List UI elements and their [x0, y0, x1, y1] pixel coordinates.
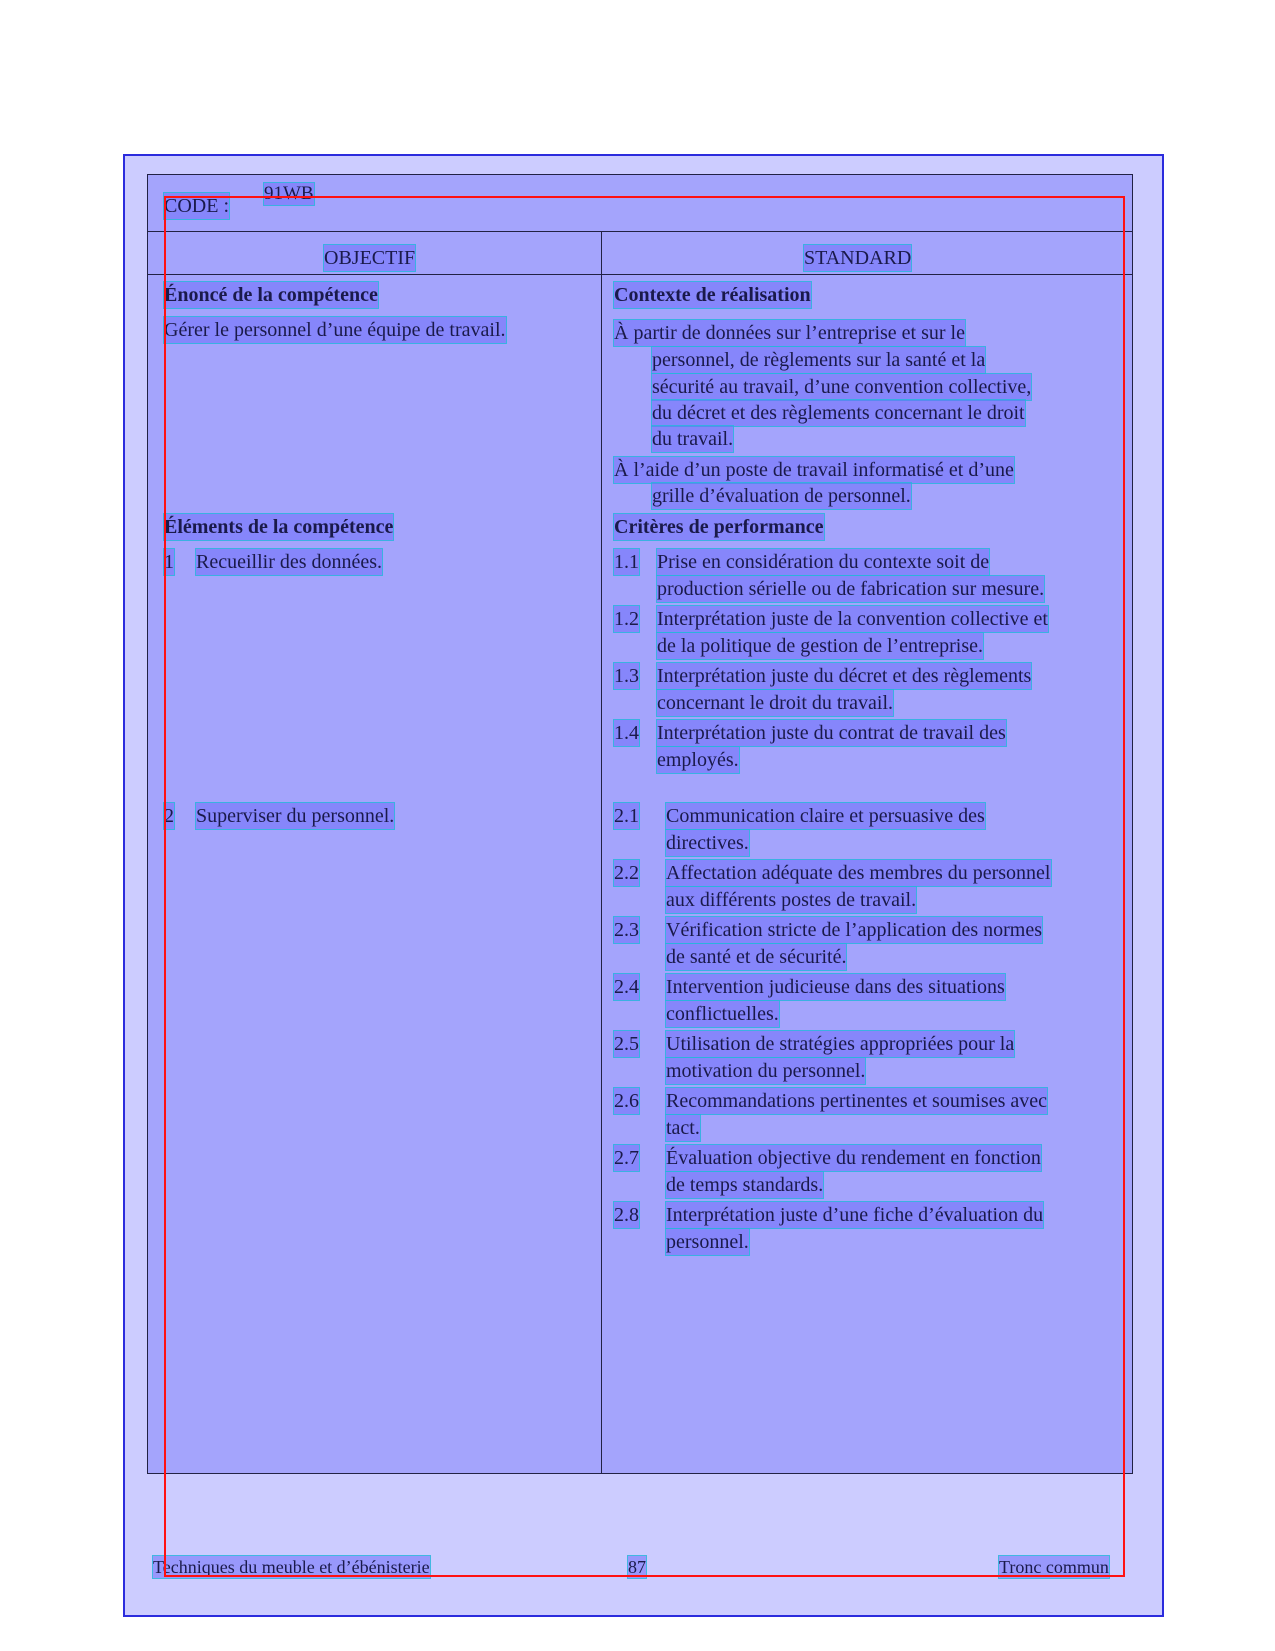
- critere-line: Évaluation objective du rendement en fonction: [666, 1147, 1041, 1169]
- critere-number: 2.6: [614, 1090, 639, 1112]
- criteres-heading: Critères de performance: [614, 516, 824, 538]
- critere-line: Recommandations pertinentes et soumises avec: [666, 1090, 1048, 1112]
- critere-line: de santé et de sécurité.: [666, 946, 847, 968]
- critere-number: 2.1: [614, 805, 639, 827]
- critere-line: Intervention judicieuse dans des situations: [666, 976, 1005, 998]
- footer-page-number: 87: [628, 1557, 646, 1577]
- critere-line: concernant le droit du travail.: [657, 692, 894, 714]
- contexte-line: du travail.: [652, 428, 734, 450]
- objectif-header: OBJECTIF: [324, 247, 416, 269]
- contexte-line: À partir de données sur l’entreprise et sur le: [614, 322, 965, 344]
- critere-line: employés.: [657, 749, 739, 771]
- critere-line: motivation du personnel.: [666, 1060, 866, 1082]
- critere-number: 1.3: [614, 665, 639, 687]
- header-divider-bottom: [147, 274, 1133, 275]
- contexte-line: grille d’évaluation de personnel.: [652, 485, 911, 507]
- column-divider: [601, 231, 602, 1474]
- element-number: 1: [164, 551, 174, 573]
- critere-number: 2.5: [614, 1033, 639, 1055]
- critere-number: 2.7: [614, 1147, 639, 1169]
- contexte-line: du décret et des règlements concernant le droit: [652, 402, 1025, 424]
- critere-line: de la politique de gestion de l’entreprise.: [657, 635, 984, 657]
- critere-line: production sérielle ou de fabrication sur mesure.: [657, 578, 1045, 600]
- element-text: Superviser du personnel.: [196, 805, 395, 827]
- footer-left: Techniques du meuble et d’ébénisterie: [153, 1557, 430, 1577]
- critere-number: 2.4: [614, 976, 639, 998]
- contexte-heading: Contexte de réalisation: [614, 284, 811, 306]
- contexte-line: personnel, de règlements sur la santé et la: [652, 349, 986, 371]
- footer-right: Tronc commun: [999, 1557, 1109, 1577]
- critere-line: Communication claire et persuasive des: [666, 805, 985, 827]
- competence-text: Gérer le personnel d’une équipe de travail.: [164, 319, 506, 341]
- critere-line: de temps standards.: [666, 1174, 824, 1196]
- element-text: Recueillir des données.: [196, 551, 383, 573]
- code-value: 91WB: [264, 183, 314, 204]
- standard-header: STANDARD: [804, 247, 912, 269]
- critere-line: tact.: [666, 1117, 700, 1139]
- critere-line: Interprétation juste de la convention collective et: [657, 608, 1048, 630]
- critere-number: 1.4: [614, 722, 639, 744]
- critere-line: directives.: [666, 832, 749, 854]
- competence-heading: Énoncé de la compétence: [164, 284, 378, 306]
- contexte-line: sécurité au travail, d’une convention collective,: [652, 376, 1032, 398]
- critere-line: personnel.: [666, 1231, 749, 1253]
- element-number: 2: [164, 805, 174, 827]
- critere-number: 2.3: [614, 919, 639, 941]
- critere-number: 2.2: [614, 862, 639, 884]
- critere-number: 1.1: [614, 551, 639, 573]
- header-divider-top: [147, 231, 1133, 232]
- critere-line: Affectation adéquate des membres du personnel: [666, 862, 1051, 884]
- critere-number: 2.8: [614, 1204, 639, 1226]
- critere-line: aux différents postes de travail.: [666, 889, 917, 911]
- critere-line: Vérification stricte de l’application des normes: [666, 919, 1042, 941]
- critere-line: Utilisation de stratégies appropriées pour la: [666, 1033, 1015, 1055]
- critere-line: Interprétation juste du contrat de travail des: [657, 722, 1006, 744]
- critere-line: Interprétation juste d’une fiche d’évaluation du: [666, 1204, 1044, 1226]
- elements-heading: Éléments de la compétence: [164, 516, 394, 538]
- critere-line: Prise en considération du contexte soit de: [657, 551, 990, 573]
- critere-line: conflictuelles.: [666, 1003, 779, 1025]
- critere-line: Interprétation juste du décret et des règlements: [657, 665, 1032, 687]
- critere-number: 1.2: [614, 608, 639, 630]
- code-label: CODE :: [164, 195, 229, 217]
- contexte-line: À l’aide d’un poste de travail informatisé et d’une: [614, 459, 1014, 481]
